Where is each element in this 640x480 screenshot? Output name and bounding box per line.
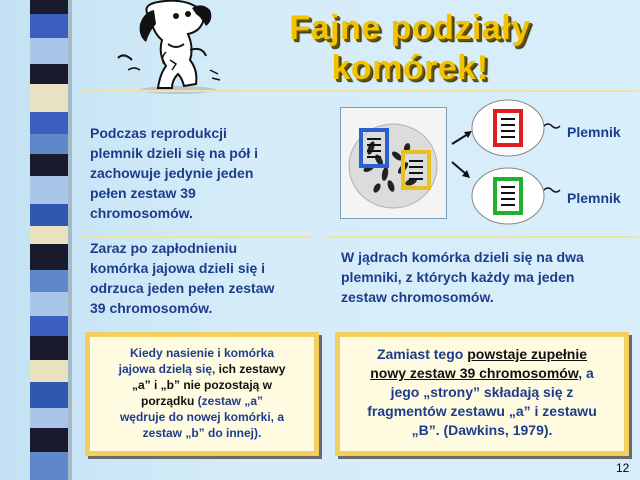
text-line: plemniki, z których każdy ma jeden — [341, 269, 575, 285]
testes-division-text — [341, 247, 631, 307]
page-number: 12 — [616, 461, 630, 475]
decorative-stripe — [30, 0, 68, 480]
text-span: „B”. (Dawkins, 1979). — [411, 422, 553, 438]
reproduction-text — [90, 123, 330, 223]
text-line: plemnik dzieli się na pół i — [90, 145, 259, 161]
text-line: zestaw chromosomów. — [341, 289, 494, 305]
separator-right — [326, 236, 638, 238]
text-line — [96, 361, 308, 377]
text-span: Kiedy nasienie i komórka — [129, 346, 275, 360]
text-span: (zestaw „a” — [197, 394, 264, 408]
title-line-2: komórek! — [331, 49, 489, 87]
text-span: jego „strony” składają się z — [390, 384, 574, 400]
text-span-underlined: powstaje zupełnie — [467, 346, 588, 362]
text-line — [96, 345, 308, 361]
fertilization-text — [90, 238, 320, 318]
text-span: zestaw „b” do innej). — [142, 426, 262, 440]
text-span: fragmentów zestawu „a” i zestawu — [367, 403, 597, 419]
text-span-underlined: nowy zestaw 39 chromosomów — [370, 365, 579, 381]
title-line-1: Fajne podziały — [289, 9, 531, 47]
text-line — [96, 393, 308, 409]
text-line — [346, 421, 618, 440]
title-divider — [82, 90, 638, 92]
sperm-cells-illustration — [468, 98, 568, 228]
text-line: chromosomów. — [90, 205, 193, 221]
text-line: W jądrach komórka dzieli się na dwa — [341, 249, 584, 265]
text-line — [346, 383, 618, 402]
text-line: 39 chromosomów. — [90, 300, 213, 316]
sperm-label-bottom: Plemnik — [567, 190, 621, 206]
text-line — [96, 409, 308, 425]
text-line: komórka jajowa dzieli się i — [90, 260, 266, 276]
text-line — [346, 364, 618, 383]
text-line — [346, 345, 618, 364]
stripe-shadow — [68, 0, 72, 480]
cartoon-dog-illustration — [110, 0, 240, 95]
text-line: Zaraz po zapłodnieniu — [90, 240, 238, 256]
callout-box-sets — [85, 332, 319, 456]
text-line — [346, 402, 618, 421]
text-span: , a — [578, 365, 594, 381]
sperm-label-top: Plemnik — [567, 124, 621, 140]
text-span-emphasis: porządku — [140, 394, 198, 408]
dividing-cell-image — [340, 107, 447, 219]
text-span-emphasis: ich zestawy — [218, 362, 286, 376]
text-line — [96, 425, 308, 441]
text-line: odrzuca jeden pełen zestaw — [90, 280, 275, 296]
text-line: pełen zestaw 39 — [90, 185, 196, 201]
text-line: Podczas reprodukcji — [90, 125, 227, 141]
callout-box-new-set — [335, 332, 629, 456]
text-span: wędruje do nowej komórki, a — [119, 410, 285, 424]
text-line — [96, 377, 308, 393]
slide-title — [260, 8, 560, 88]
text-span: jajowa dzielą się, — [118, 362, 219, 376]
text-span: Zamiast tego — [376, 346, 468, 362]
text-line: zachowuje jedynie jeden — [90, 165, 254, 181]
text-span: „a” i „b” nie pozostają w — [131, 378, 273, 392]
